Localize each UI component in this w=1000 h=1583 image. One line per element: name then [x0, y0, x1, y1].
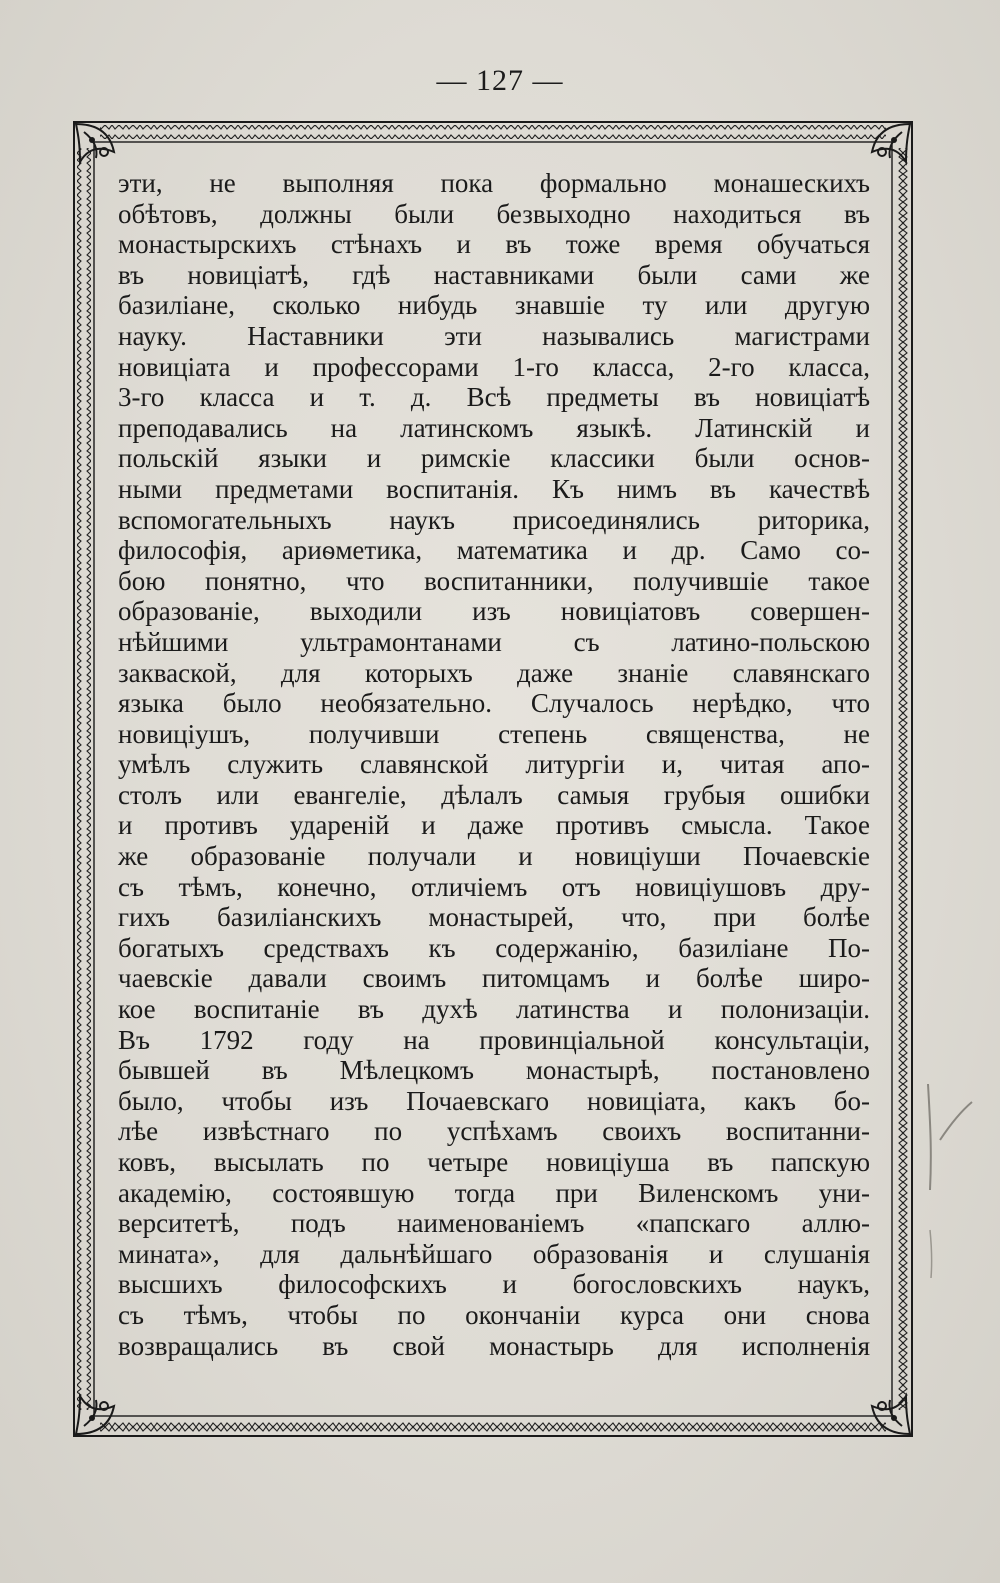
text-line: бывшей въ Мѣлецкомъ монастырѣ, постановлено [118, 1055, 870, 1086]
text-line: закваской, для которыхъ даже знаніе славянскаго [118, 657, 870, 688]
body-text [118, 168, 870, 1361]
text-line: базиліане, сколько нибудь знавшіе ту или другую [118, 290, 870, 321]
text-line: новиціушъ, получивши степень священства, не [118, 718, 870, 749]
text-line: же образованіе получали и новиціуши Почаевскіе [118, 841, 870, 872]
text-line: было, чтобы изъ Почаевскаго новиціата, какъ бо- [118, 1085, 870, 1116]
ornamental-frame [70, 118, 916, 1440]
text-line: монастырскихъ стѣнахъ и въ тоже время обучаться [118, 229, 870, 260]
text-line: возвращались въ свой монастырь для исполненія [118, 1330, 870, 1361]
text-line: обѣтовъ, должны были безвыходно находиться въ [118, 198, 870, 229]
text-line: философія, ариѳметика, математика и др. Само со- [118, 535, 870, 566]
text-line: столъ или евангеліе, дѣлалъ самыя грубыя ошибки [118, 779, 870, 810]
text-line: чаевскіе давали своимъ питомцамъ и болѣе широ- [118, 963, 870, 994]
text-line: вспомогательныхъ наукъ присоединялись риторика, [118, 504, 870, 535]
text-line: эти, не выполняя пока формально монашескихъ [118, 168, 870, 198]
text-line: науку. Наставники эти назывались магистрами [118, 320, 870, 351]
text-line: польскій языки и римскіе классики были основ- [118, 443, 870, 474]
text-line: языка было необязательно. Случалось нерѣдко, что [118, 688, 870, 719]
text-line: кое воспитаніе въ духѣ латинства и полонизаціи. [118, 994, 870, 1025]
text-line: богатыхъ средствахъ къ содержанію, базиліане По- [118, 932, 870, 963]
text-line: съ тѣмъ, конечно, отличіемъ отъ новиціушовъ дру- [118, 871, 870, 902]
text-line: академію, состоявшую тогда при Виленскомъ уни- [118, 1177, 870, 1208]
text-line: умѣлъ служить славянской литургіи и, читая апо- [118, 749, 870, 780]
text-line: Въ 1792 году на провинціальной консультаціи, [118, 1024, 870, 1055]
text-line: и противъ удареній и даже противъ смысла. Такое [118, 810, 870, 841]
text-line: ными предметами воспитанія. Къ нимъ въ качествѣ [118, 473, 870, 504]
text-line: новиціата и профессорами 1-го класса, 2-го класса, [118, 351, 870, 382]
text-line: верситетѣ, подъ наименованіемъ «папскаго аллю- [118, 1208, 870, 1239]
text-line: образованіе, выходили изъ новиціатовъ совершен- [118, 596, 870, 627]
text-line: бою понятно, что воспитанники, получившіе такое [118, 565, 870, 596]
text-line: нѣйшими ультрамонтанами съ латино-польскою [118, 626, 870, 657]
pencil-mark [920, 1080, 980, 1280]
page-number: — 127 — [436, 64, 564, 97]
text-line: высшихъ философскихъ и богословскихъ наукъ, [118, 1269, 870, 1300]
text-line: въ новиціатѣ, гдѣ наставниками были сами же [118, 259, 870, 290]
text-line: съ тѣмъ, чтобы по окончаніи курса они снова [118, 1299, 870, 1330]
text-line: ковъ, высылать по четыре новиціуша въ папскую [118, 1147, 870, 1177]
text-line: гихъ базиліанскихъ монастырей, что, при болѣе [118, 902, 870, 933]
text-line: мината», для дальнѣйшаго образованія и слушанія [118, 1238, 870, 1269]
text-line: 3-го класса и т. д. Всѣ предметы въ новиціатѣ [118, 382, 870, 413]
text-line: преподавались на латинскомъ языкѣ. Латинскій и [118, 412, 870, 443]
text-line: лѣе извѣстнаго по успѣхамъ своихъ воспитанни- [118, 1116, 870, 1147]
